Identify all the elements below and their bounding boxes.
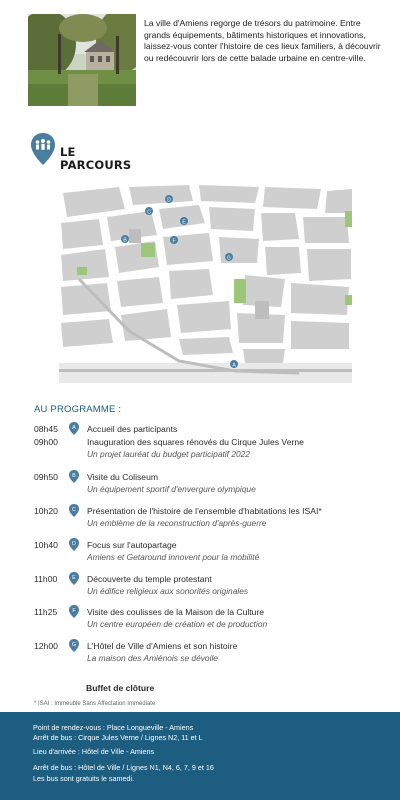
map-pin-people-icon xyxy=(30,132,56,166)
svg-text:F: F xyxy=(72,608,76,614)
item-time: 11h25 xyxy=(34,607,58,617)
svg-text:E: E xyxy=(182,219,186,226)
marker-b-icon xyxy=(69,470,79,483)
svg-text:G: G xyxy=(227,255,231,262)
item-activity: Visite des coulisses de la Maison de la Culture xyxy=(87,607,265,617)
item-time: 11h00 xyxy=(34,574,58,584)
svg-text:C: C xyxy=(72,507,76,513)
item-subtitle: Un équipement sportif d'envergure olympique xyxy=(87,484,256,494)
marker-a-icon xyxy=(69,422,79,435)
item-time: 08h45 xyxy=(34,424,58,434)
item-time: 10h20 xyxy=(34,506,58,516)
svg-text:B: B xyxy=(72,473,76,479)
svg-text:G: G xyxy=(71,642,77,648)
svg-text:B: B xyxy=(123,237,127,244)
item-activity: Présentation de l'histoire de l'ensemble d'habitations les ISAI* xyxy=(87,506,322,516)
closing-buffet: Buffet de clôture xyxy=(86,683,155,693)
item-activity: L'Hôtel de Ville d'Amiens et son histoire xyxy=(87,641,238,651)
item-activity: Visite du Coliseum xyxy=(87,472,159,482)
marker-f-icon xyxy=(69,605,79,618)
parcours-title: LE PARCOURS xyxy=(60,145,132,172)
item-activity: Accueil des participants xyxy=(87,424,178,434)
info-footer xyxy=(0,712,400,800)
bus-free-note: Les bus sont gratuits le samedi. xyxy=(33,774,135,783)
item-activity: Inauguration des squares rénovés du Cirque Jules Verne xyxy=(87,437,304,447)
marker-g-icon xyxy=(69,639,79,652)
meeting-bus-stop: Arrêt de bus : Cirque Jules Verne / Lignes N2, 11 et L xyxy=(33,733,203,742)
intro-photo xyxy=(28,14,136,106)
svg-text:A: A xyxy=(232,362,236,369)
item-subtitle: Un emblème de la reconstruction d'après-guerre xyxy=(87,518,267,528)
svg-text:E: E xyxy=(72,575,76,581)
item-subtitle: Un centre européen de création et de production xyxy=(87,619,268,629)
map-svg xyxy=(59,183,352,383)
item-time: 09h00 xyxy=(34,437,58,447)
route-map xyxy=(59,183,352,383)
item-time: 10h40 xyxy=(34,540,58,550)
arrival-bus-stop: Arrêt de bus : Hôtel de Ville / Lignes N1, N4, 6, 7, 9 et 16 xyxy=(33,763,214,772)
item-subtitle: Amiens et Getaround innovent pour la mobilité xyxy=(87,552,260,562)
programme-title: AU PROGRAMME : xyxy=(34,404,122,415)
item-activity: Découverte du temple protestant xyxy=(87,574,212,584)
svg-text:A: A xyxy=(72,425,76,431)
arrival-place: Lieu d'arrivée : Hôtel de Ville - Amiens xyxy=(33,747,155,756)
svg-text:C: C xyxy=(147,209,151,216)
item-activity: Focus sur l'autopartage xyxy=(87,540,177,550)
marker-d-icon xyxy=(69,538,79,551)
intro-section xyxy=(28,14,388,106)
parcours-header xyxy=(30,132,230,176)
isai-footnote: * ISAI : Immeuble Sans Affectation Immédiate xyxy=(34,701,156,707)
marker-e-icon xyxy=(69,572,79,585)
svg-text:F: F xyxy=(172,238,176,245)
item-subtitle: Un édifice religieux aux sonorités originales xyxy=(87,586,249,596)
intro-text: La ville d'Amiens regorge de trésors du patrimoine. Entre grands équipements, bâtiments historiques et innovations, laissez-vous conter l'histoire de ces lieux familiers, à découvrir ou redécouvrir lors de cette balade urbaine en centre-ville. xyxy=(144,18,381,63)
item-subtitle: La maison des Amiénois se dévoile xyxy=(87,653,218,663)
meeting-point: Point de rendez-vous : Place Longueville - Amiens xyxy=(33,723,194,732)
svg-text:D: D xyxy=(72,541,76,547)
svg-text:D: D xyxy=(167,197,171,204)
marker-c-icon xyxy=(69,504,79,517)
item-subtitle: Un projet lauréat du budget participatif 2022 xyxy=(87,449,250,459)
item-time: 12h00 xyxy=(34,641,58,651)
item-time: 09h50 xyxy=(34,472,58,482)
